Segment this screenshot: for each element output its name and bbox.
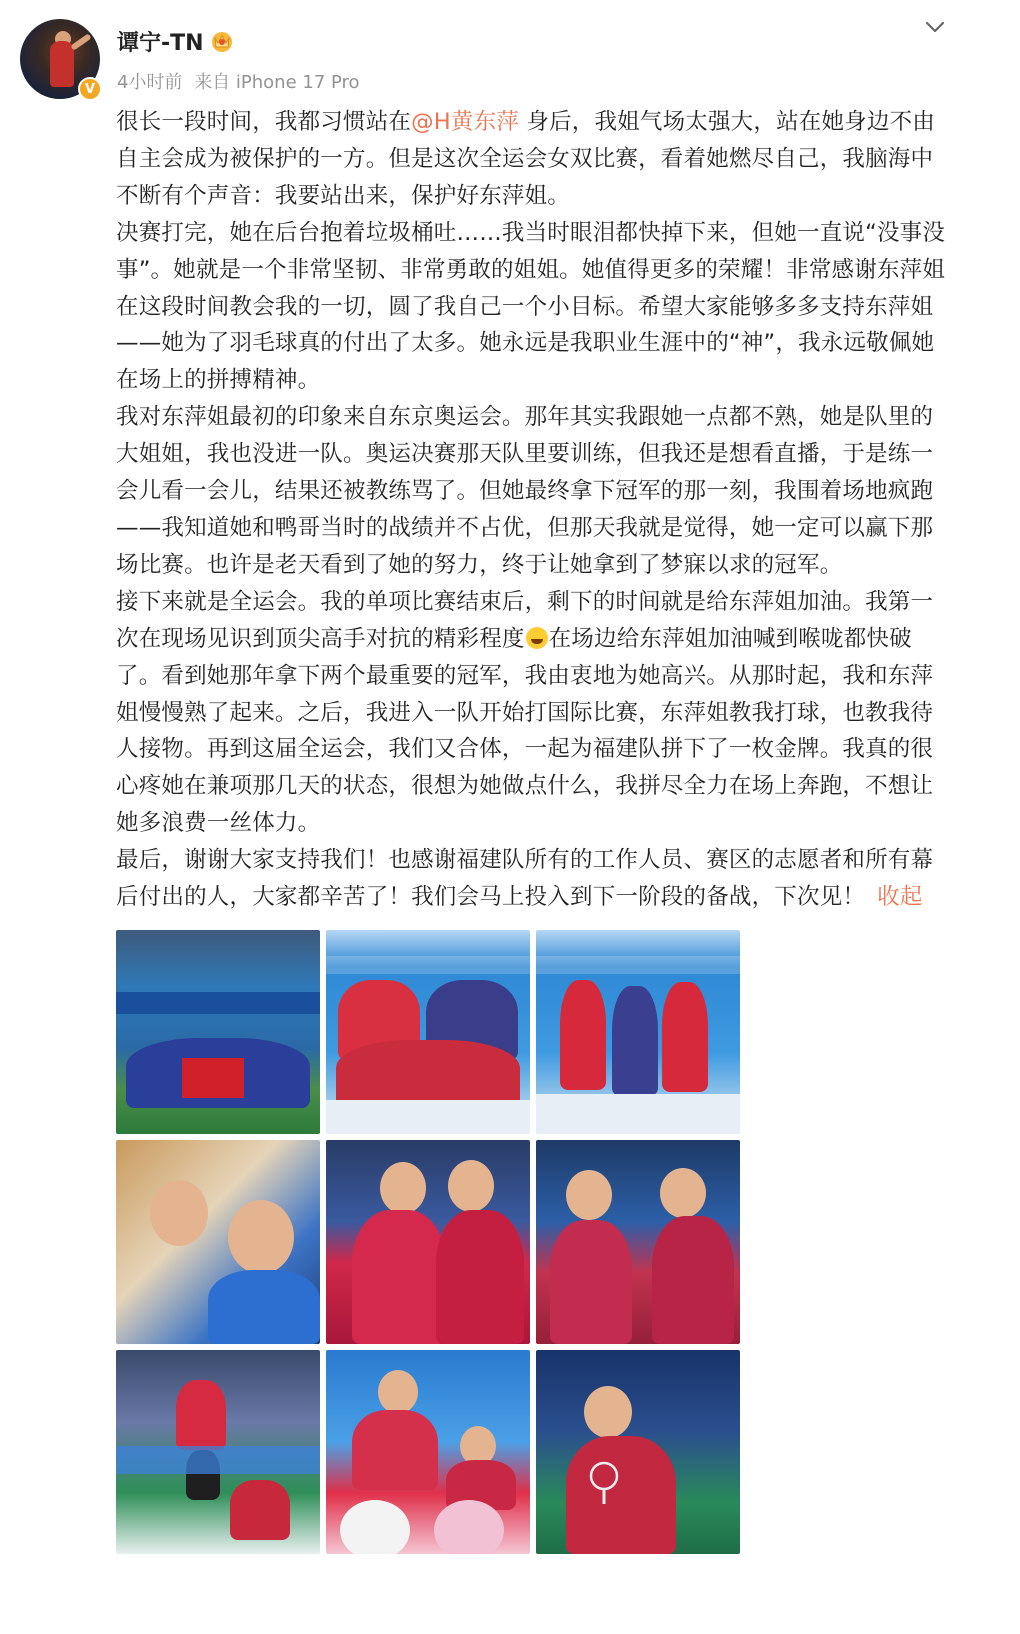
username[interactable]: 谭宁-TN [117, 31, 204, 56]
grin-sweat-emoji-icon [526, 627, 548, 649]
podium [326, 1100, 530, 1134]
sitting-athlete [230, 1480, 290, 1540]
face-left [150, 1180, 208, 1246]
face-left [566, 1170, 612, 1220]
athlete-1 [560, 980, 606, 1090]
racket-photo[interactable] [536, 1350, 740, 1554]
face-right [660, 1168, 706, 1218]
athlete-right [652, 1216, 734, 1344]
mention-link[interactable]: @H黄东萍 [411, 109, 520, 135]
racket-icon [582, 1460, 626, 1504]
event-banner [536, 956, 740, 974]
avatar-arm [70, 33, 91, 51]
event-banner [116, 992, 320, 1014]
standing-athlete [176, 1380, 226, 1450]
post-text [116, 104, 952, 916]
post-source: 来自 iPhone 17 Pro [194, 72, 360, 93]
sponsor-board [116, 1446, 320, 1474]
athlete-left [550, 1220, 632, 1344]
podium [536, 1094, 740, 1134]
collapse-link[interactable]: 收起 [877, 884, 923, 911]
post-meta [117, 68, 366, 94]
mascot-photo[interactable] [326, 1350, 530, 1554]
avatar-figure [50, 41, 74, 87]
paragraph-4-start: 接下来就是全运会。我的单项比赛结束后，剩下的时间就是给东萍姐加油。我第一次在现场见识到顶尖高手对抗的精彩程度 [116, 588, 934, 652]
blue-jacket [208, 1270, 320, 1344]
post-header [0, 0, 1020, 110]
paragraph-5-text: 最后，谢谢大家支持我们！也感谢福建队所有的工作人员、赛区的志愿者和所有幕后付出的人，大家都辛苦了！我们会马上投入到下一阶段的备战，下次见！ [116, 847, 934, 911]
face-left [378, 1370, 418, 1414]
paragraph-5 [116, 842, 952, 916]
paragraph-1-end: 身后，我姐气场太强大，站在她身边不由自主会成为被保护的一方。但是这次全运会女双比赛，看着她燃尽自己，我脑海中不断有个声音：我要站出来，保护好东萍姐。 [116, 109, 935, 209]
athlete-face [584, 1386, 632, 1438]
paragraph-1 [116, 104, 952, 215]
mascot-right [434, 1500, 504, 1554]
event-banner [326, 956, 530, 974]
court-sitting-photo[interactable] [116, 1350, 320, 1554]
paragraph-4 [116, 584, 952, 842]
verified-icon: V [78, 77, 102, 101]
athlete-2 [612, 986, 658, 1096]
paragraph-3: 我对东萍姐最初的印象来自东京奥运会。那年其实我跟她一点都不熟，她是队里的大姐姐，我也没进一队。奥运决赛那天队里要训练，但我还是想看直播，于是练一会儿看一会儿，结果还被教练骂了。但她最终拿下冠军的那一刻，我围着场地疯跑——我知道她和鸭哥当时的战绩并不占优，但那天我就是觉得，她一定可以赢下那场比赛。也许是老天看到了她的努力，终于让她拿到了梦寐以求的冠军。 [116, 404, 934, 578]
crown-badge-icon[interactable] [209, 28, 235, 54]
athlete-3 [662, 982, 708, 1092]
team-flag [182, 1058, 244, 1098]
chevron-down-icon[interactable] [922, 14, 948, 40]
paragraph-1-start: 很长一段时间，我都习惯站在 [116, 109, 412, 135]
high-five-photo[interactable] [536, 1140, 740, 1344]
athlete-left [352, 1410, 438, 1490]
paragraph-4-end: 在场边给东萍姐加油喊到喉咙都快破了。看到她那年拿下两个最重要的冠军，我由衷地为她高兴。从那时起，我和东萍姐慢慢熟了起来。之后，我进入一队开始打国际比赛，东萍姐教我打球，也教我待人接物。再到这届全运会，我们又合体，一起为福建队拼下了一枚金牌。我真的很心疼她在兼项那几天的状态，很想为她做点什么，我拼尽全力在场上奔跑，不想让她多浪费一丝体力。 [116, 625, 934, 837]
post-time: 4小时前 [117, 72, 183, 93]
face-right [448, 1160, 494, 1212]
athlete-right [436, 1210, 524, 1344]
face-left [380, 1162, 426, 1214]
athlete-left [352, 1210, 446, 1344]
mascot-left [340, 1500, 410, 1554]
image-grid [116, 930, 740, 1554]
team-group-photo[interactable] [116, 930, 320, 1134]
podium-photo-1[interactable] [326, 930, 530, 1134]
face-right [228, 1200, 294, 1274]
podium-photo-2[interactable] [536, 930, 740, 1134]
selfie-photo[interactable] [116, 1140, 320, 1344]
court-celebration-photo[interactable] [326, 1140, 530, 1344]
paragraph-2: 决赛打完，她在后台抱着垃圾桶吐……我当时眼泪都快掉下来，但她一直说“没事没事”。她就是一个非常坚韧、非常勇敢的姐姐。她值得更多的荣耀！非常感谢东萍姐在这段时间教会我的一切，圆了我自己一个小目标。希望大家能够多多支持东萍姐——她为了羽毛球真的付出了太多。她永远是我职业生涯中的“神”，我永远敬佩她在场上的拼搏精神。 [116, 219, 946, 394]
